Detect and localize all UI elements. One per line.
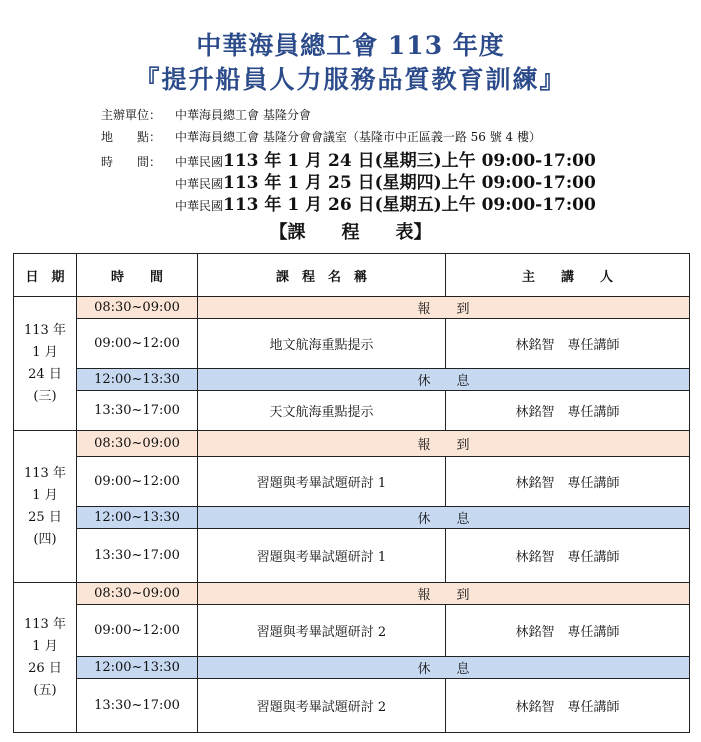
course-cell: 習題與考畢試題研討 2	[198, 605, 446, 657]
date-cell: 113 年 1 月 24 日 (三)	[14, 297, 77, 431]
table-row	[14, 529, 690, 583]
time-prefix: 中華民國	[175, 155, 224, 169]
time-cell: 12:00~13:30	[77, 369, 198, 391]
location-value: 中華海員總工會 基隆分會會議室（基隆市中正區義一路 56 號 4 樓）	[175, 130, 541, 144]
time-line-1: 113 年 1 月 24 日(星期三)上午 09:00-17:00	[223, 151, 596, 171]
location-label: 地 點：	[101, 130, 162, 144]
time-prefix: 中華民國	[175, 199, 224, 213]
table-row	[14, 679, 690, 733]
organizer-value: 中華海員總工會 基隆分會	[175, 108, 311, 122]
time-line-2: 113 年 1 月 25 日(星期四)上午 09:00-17:00	[223, 173, 596, 193]
time-cell: 09:00~12:00	[77, 319, 198, 369]
time-cell: 08:30~09:00	[77, 583, 198, 605]
table-row	[14, 369, 690, 391]
time-cell: 12:00~13:30	[77, 657, 198, 679]
time-cell: 09:00~12:00	[77, 605, 198, 657]
time-cell: 08:30~09:00	[77, 431, 198, 457]
course-cell: 地文航海重點提示	[198, 319, 446, 369]
lecturer-cell: 林銘智 專任講師	[446, 391, 690, 431]
course-cell: 習題與考畢試題研討 1	[198, 529, 446, 583]
table-row	[14, 297, 690, 319]
table-header-row	[14, 254, 690, 297]
date-cell: 113 年 1 月 26 日 (五)	[14, 583, 77, 733]
location-row	[101, 128, 541, 145]
document-title: 中華海員總工會 113 年度	[196, 31, 505, 60]
time-line-3: 113 年 1 月 26 日(星期五)上午 09:00-17:00	[223, 195, 596, 215]
time-label: 時 間：	[101, 155, 162, 169]
break-cell: 休 息	[198, 369, 690, 391]
registration-cell: 報 到	[198, 583, 690, 605]
time-cell: 13:30~17:00	[77, 391, 198, 431]
schedule-title: 【課 程 表】	[269, 222, 432, 243]
time-row-3	[101, 190, 596, 215]
time-cell: 09:00~12:00	[77, 457, 198, 507]
registration-cell: 報 到	[198, 431, 690, 457]
table-row	[14, 457, 690, 507]
document-subtitle: 『提升船員人力服務品質教育訓練』	[134, 65, 567, 94]
header-course: 課 程 名 稱	[198, 254, 446, 297]
registration-cell: 報 到	[198, 297, 690, 319]
table-row	[14, 605, 690, 657]
course-cell: 天文航海重點提示	[198, 391, 446, 431]
time-cell: 08:30~09:00	[77, 297, 198, 319]
course-cell: 習題與考畢試題研討 1	[198, 457, 446, 507]
break-cell: 休 息	[198, 507, 690, 529]
table-row	[14, 507, 690, 529]
time-cell: 13:30~17:00	[77, 529, 198, 583]
header-date: 日 期	[14, 254, 77, 297]
header-lecturer: 主 講 人	[446, 254, 690, 297]
header-time: 時 間	[77, 254, 198, 297]
date-cell: 113 年 1 月 25 日 (四)	[14, 431, 77, 583]
break-cell: 休 息	[198, 657, 690, 679]
time-cell: 12:00~13:30	[77, 507, 198, 529]
table-row	[14, 583, 690, 605]
time-prefix: 中華民國	[175, 177, 224, 191]
lecturer-cell: 林銘智 專任講師	[446, 529, 690, 583]
lecturer-cell: 林銘智 專任講師	[446, 605, 690, 657]
table-row	[14, 319, 690, 369]
course-cell: 習題與考畢試題研討 2	[198, 679, 446, 733]
table-row	[14, 657, 690, 679]
table-row	[14, 431, 690, 457]
lecturer-cell: 林銘智 專任講師	[446, 319, 690, 369]
lecturer-cell: 林銘智 專任講師	[446, 457, 690, 507]
schedule-table	[13, 253, 690, 733]
table-row	[14, 391, 690, 431]
organizer-label: 主辦單位：	[101, 108, 162, 122]
time-cell: 13:30~17:00	[77, 679, 198, 733]
organizer-row	[101, 106, 311, 123]
lecturer-cell: 林銘智 專任講師	[446, 679, 690, 733]
